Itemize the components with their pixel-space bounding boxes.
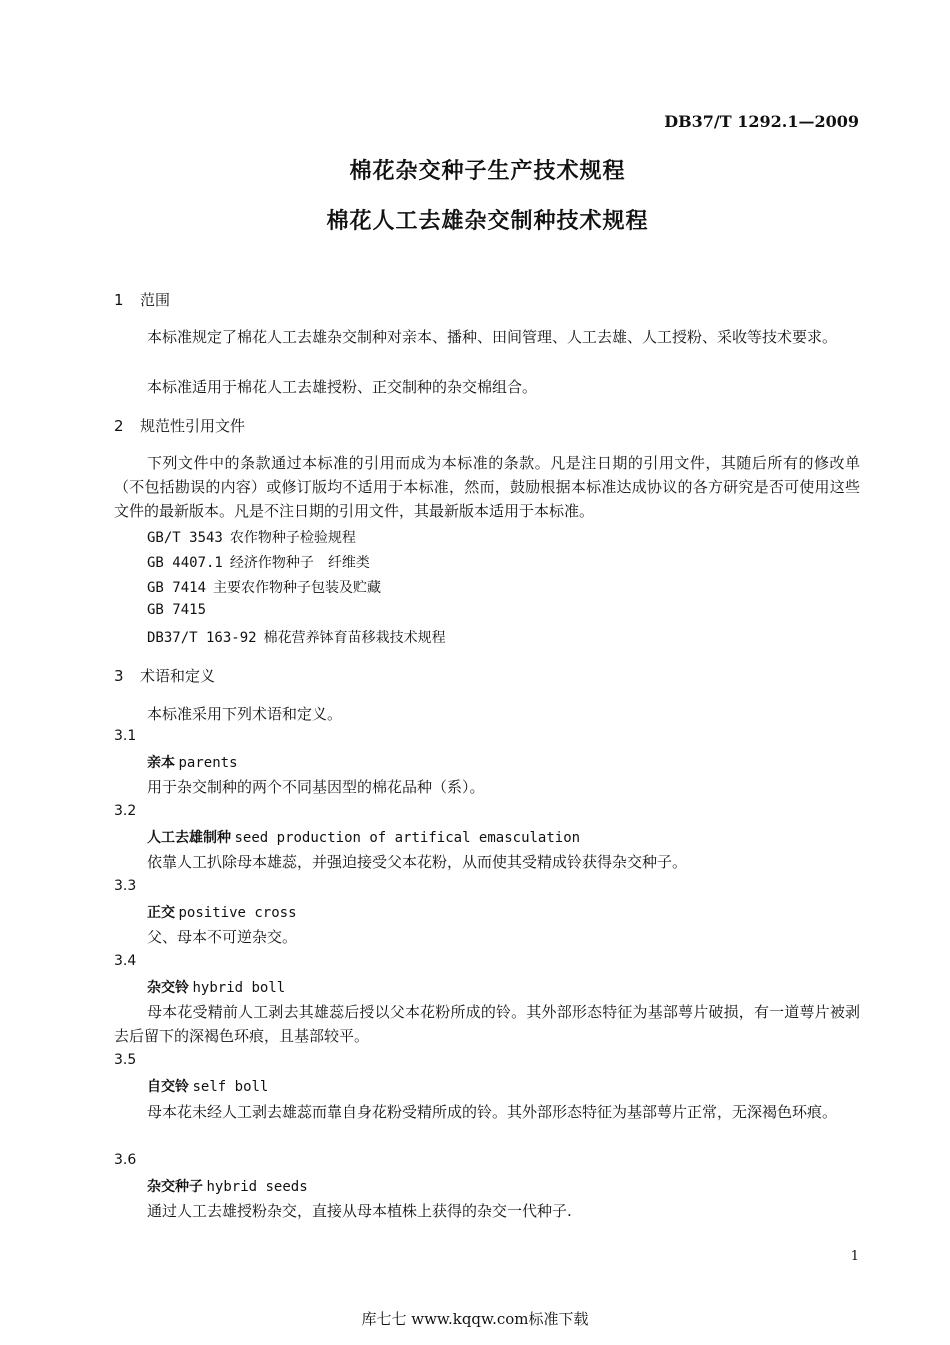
term-english: self boll [192,1079,269,1095]
term-english: hybrid boll [192,980,286,996]
term-chinese: 杂交铃 [147,980,189,996]
paragraph: 本标准规定了棉花人工去雄杂交制种对亲本、播种、田间管理、人工去雄、人工授粉、采收等技术要求。 [147,328,838,346]
footer-text: 库七七 www.kqqw.com标准下载 [361,1310,589,1328]
paragraph: 本标准适用于棉花人工去雄授粉、正交制种的杂交棉组合。 [147,378,538,396]
reference-item [147,552,370,572]
reference-item [147,602,206,619]
term-entry [147,827,580,847]
clause-number: 3.6 [114,1152,137,1168]
term-chinese: 杂交种子 [147,1179,203,1195]
section-heading-scope [114,289,170,310]
reference-code: GB/T 3543 [147,530,223,546]
term-chinese: 自交铃 [147,1079,189,1095]
term-english: parents [178,755,238,771]
term-definition: 父、母本不可逆杂交。 [147,928,298,946]
reference-code: GB 7414 [147,580,207,596]
clause-number: 3.2 [114,803,137,819]
term-chinese: 正交 [147,905,175,921]
reference-name: 经济作物种子 纤维类 [229,555,370,571]
reference-name: 棉花营养钵育苗移栽技术规程 [263,630,446,646]
clause-number: 3.3 [114,878,137,894]
clause-number: 3.1 [114,728,137,744]
clause-number: 3.5 [114,1052,137,1068]
section-number: 1 [114,291,124,309]
term-definition: 依靠人工扒除母本雄蕊，并强迫接受父本花粉，从而使其受精成铃获得杂交种子。 [147,853,688,871]
term-definition: 通过人工去雄授粉杂交，直接从母本植株上获得的杂交一代种子. [147,1202,572,1220]
term-chinese: 亲本 [147,755,175,771]
term-entry [147,1176,308,1196]
term-english: seed production of artifical emasculation [234,830,581,846]
document-number: DB37/T 1292.1—2009 [664,112,859,131]
section-title: 规范性引用文件 [140,417,246,435]
term-definition: 用于杂交制种的两个不同基因型的棉花品种（系）。 [147,778,485,796]
term-entry [147,752,238,772]
reference-item [147,527,356,547]
section-title: 术语和定义 [140,667,216,685]
term-english: positive cross [178,905,297,921]
term-english: hybrid seeds [206,1179,308,1195]
reference-code: GB 7415 [147,602,207,618]
reference-code: DB37/T 163-92 [147,630,257,646]
section-heading-terms [114,665,215,686]
section-number: 3 [114,667,124,685]
paragraph: 本标准采用下列术语和定义。 [147,705,343,723]
document-subtitle: 棉花人工去雄杂交制种技术规程 [326,209,649,234]
section-title: 范围 [140,291,171,309]
term-definition: 母本花受精前人工剥去其雄蕊后授以父本花粉所成的铃。其外部形态特征为基部萼片破损，有一道萼片被剥去后留下的深褐色环痕，且基部较平。 [114,1003,860,1045]
reference-item [147,577,381,597]
section-heading-references [114,415,245,436]
reference-code: GB 4407.1 [147,555,223,571]
page-number: 1 [850,1249,859,1264]
term-entry [147,977,285,997]
reference-name: 主要农作物种子包装及贮藏 [213,580,382,596]
reference-name: 农作物种子检验规程 [229,530,356,546]
term-definition: 母本花未经人工剥去雄蕊而靠自身花粉受精所成的铃。其外部形态特征为基部萼片正常，无深褐色环痕。 [147,1103,838,1121]
term-entry [147,1076,268,1096]
reference-item [147,627,446,647]
section-number: 2 [114,417,124,435]
document-title: 棉花杂交种子生产技术规程 [349,159,626,184]
term-chinese: 人工去雄制种 [147,830,231,846]
paragraph: 下列文件中的条款通过本标准的引用而成为本标准的条款。凡是注日期的引用文件，其随后所有的修改单（不包括勘误的内容）或修订版均不适用于本标准，然而，鼓励根据本标准达成协议的各方研究是否可使用这些文件的最新版本。凡是不注日期的引用文件，其最新版本适用于本标准。 [114,454,860,520]
clause-number: 3.4 [114,953,137,969]
term-entry [147,902,297,922]
